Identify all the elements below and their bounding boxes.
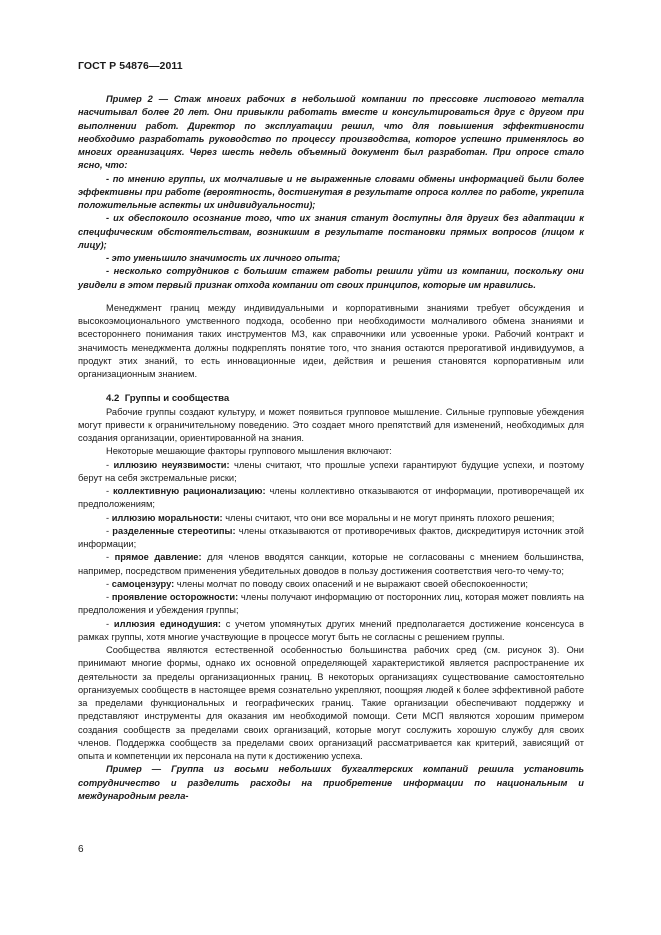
factor-term: разделенные стереотипы: xyxy=(112,525,236,536)
factor-text: члены считают, что прошлые успехи гарантируют будущие успехи, и поэтому берут на себя экстремальные риски; xyxy=(78,459,584,483)
example-block xyxy=(78,93,584,292)
factor-item: - иллюзию моральности: члены считают, что они все моральны и не могут принять плохого решения; xyxy=(106,512,555,523)
factor-term: самоцензуру: xyxy=(111,578,175,589)
factor-item: - проявление осторожности: члены получают информацию от посторонних лиц, которая может повлиять на предположения и убеждения группы; xyxy=(78,592,584,616)
factor-text: члены отказываются от противоречивых фактов, дискредитируя источник этой информации; xyxy=(78,525,584,549)
example-final: Пример — Группа из восьми небольших бухгалтерских компаний решила установить сотрудничество и разделить расходы на приобретение информации по национальным и международным регла- xyxy=(78,764,584,801)
factors-intro: Некоторые мешающие факторы группового мышления включают: xyxy=(106,446,392,457)
section-title: Группы и сообщества xyxy=(124,393,230,405)
example-item: - это уменьшило значимость их личного опыта; xyxy=(106,253,341,263)
factor-item: - иллюзия единодушия: с учетом упомянутых других мнений предполагается достижение консенсуса в рамках группы, хотя многие участвующие в процессе могут быть не согласны с решением группы. xyxy=(78,618,584,642)
section-heading xyxy=(78,392,584,405)
page-number: 6 xyxy=(78,844,84,855)
factor-text: члены получают информацию от посторонних лиц, которая может повлиять на предположения и убеждения группы; xyxy=(78,592,584,616)
factor-item: - иллюзию неуязвимости: члены считают, что прошлые успехи гарантируют будущие успехи, и поэтому берут на себя экстремальные риски; xyxy=(78,459,584,483)
example-item: - их обеспокоило осознание того, что их знания станут доступны для других без адаптации к специфическим обстоятельствам, возникшим в результате постановки прямых вопросов (лицом к лицу); xyxy=(78,213,584,250)
section-number: 4.2 xyxy=(106,393,120,405)
factor-term: иллюзию моральности: xyxy=(111,512,223,523)
factor-item: - разделенные стереотипы: члены отказываются от противоречивых фактов, дискредитируя источник этой информации; xyxy=(78,525,584,549)
paragraph-culture: Рабочие группы создают культуру, и может появиться групповое мышление. Сильные групповые убеждения могут привести к ограничительному поведению. Это создает много препятствий для изменений, необходимых для создания организации, ориентированной на знания. xyxy=(78,406,584,443)
factor-term: прямое давление: xyxy=(114,552,202,563)
factor-text: с учетом упомянутых других мнений предполагается достижение консенсуса в рамках группы, хотя многие участвующие в процессе могут быть не согласны с решением группы. xyxy=(78,618,584,642)
factor-item: - коллективную рационализацию: члены коллективно отказываются от информации, противоречащей их предположениям; xyxy=(78,486,584,510)
example-item: - несколько сотрудников с большим стажем работы решили уйти из компании, поскольку они увидели в этом первый признак отхода компании от своих принципов, которые им нравились. xyxy=(78,266,584,290)
factor-text: члены считают, что они все моральны и не могут принять плохого решения; xyxy=(222,512,555,523)
example-item: - по мнению группы, их молчаливые и не выраженные словами обмены информацией были более эффективны при работе (вероятность, достигнутая в результате опроса коллег по работе, укрепила положительные аспекты их индивидуальности); xyxy=(78,173,584,210)
page-content xyxy=(78,93,584,803)
paragraph-boundaries: Менеджмент границ между индивидуальными и корпоративными знаниями требует обсуждения и высокоэмоционального умственного подхода, особенно при необходимости молчаливого обмена знаниями и всестороннего понимания таких инструментов МЗ, как справочники или усвоенные уроки. Рабочий контракт и значимость менеджмента должны подкреплять понятие того, что знания остаются прерогативой индивидуумов, а продукт этих знаний, то есть инновационные идеи, действия и решения становятся корпоративным или организационным знанием. xyxy=(78,302,584,379)
factor-term: проявление осторожности: xyxy=(111,592,239,602)
example-intro: Пример 2 — Стаж многих рабочих в небольшой компании по прессовке листового металла насчитывал более 20 лет. Они привыкли работать вместе и консультироваться друг с другом при выполнении работ. Директор по эксплуатации решил, что для повышения эффективности необходимо разработать руководство по процессу производства, которое успешно применялось во многих организациях. Через шесть недель объемный документ был разработан. При опросе стало ясно, что: xyxy=(78,94,584,171)
factor-term: иллюзию неуязвимости: xyxy=(113,459,230,470)
factor-text: члены коллективно отказываются от информации, противоречащей их предположениям; xyxy=(78,486,584,510)
factor-item: - прямое давление: для членов вводятся санкции, которые не согласованы с мнением большинства, например, посредством применения убедительных доводов в пользу достижения соответствия чего-то чему-то; xyxy=(78,552,584,576)
factor-item: - самоцензуру: члены молчат по поводу своих опасений и не выражают своей обеспокоенности; xyxy=(106,578,528,589)
factor-text: члены молчат по поводу своих опасений и не выражают своей обеспокоенности; xyxy=(174,578,528,589)
factor-term: иллюзия единодушия: xyxy=(113,618,221,629)
paragraph-communities: Сообщества являются естественной особенностью большинства рабочих сред (см. рисунок 3). Они принимают многие формы, однако их основной определяющей характеристикой является распространение их деятельности за пределы организационных границ. В некоторых организациях существование самостоятельно организуемых сообществ в настоящее время сознательно укрепляют, поощряя людей к более эффективной работе за пределами функциональных и географических границ. Такие организации обеспечивают поддержку и представляют инструменты для оказания им необходимой помощи. Сети МСП являются хорошим примером создания сообществ за пределами своих организаций, которые могут сослужить хорошую службу для своих членов. Поддержка сообществ за пределами своих организаций рассматривается как критерий, зависящий от опыта и компетенции их персонала на пути к достижению успеха. xyxy=(78,645,584,761)
spacer xyxy=(78,381,584,392)
factor-term: коллективную рационализацию: xyxy=(112,486,266,496)
document-header: ГОСТ Р 54876—2011 xyxy=(78,60,183,72)
factor-text: для членов вводятся санкции, которые не согласованы с мнением большинства, например, посредством применения убедительных доводов в пользу достижения соответствия чего-то чему-то; xyxy=(78,552,584,576)
